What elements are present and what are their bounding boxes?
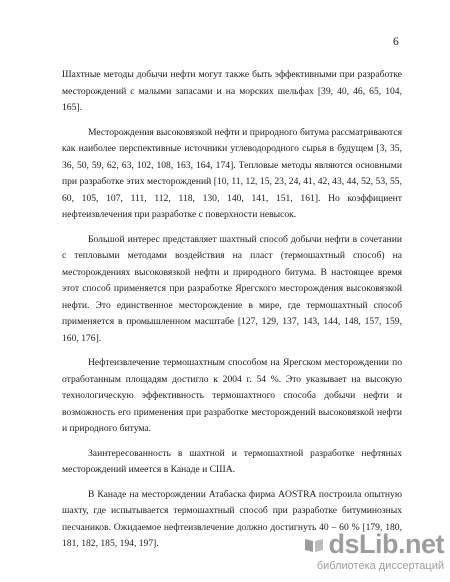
- page-number: 6: [393, 36, 399, 48]
- watermark-tagline: библиотека диссертаций: [316, 560, 444, 572]
- book-icon: [303, 536, 325, 554]
- paragraph-1: Шахтные методы добычи нефти могут также быть эффективными при разработке месторождений с малыми запасами и на морских шельфах [39, 40, 46, 65, 104, 165].: [62, 69, 402, 113]
- paragraph-5: Заинтересованность в шахтной и термошахтной разработке нефтяных месторождений имеется в Канаде и США.: [62, 447, 402, 475]
- document-body: [62, 67, 402, 561]
- paragraph-6: В Канаде на месторождении Атабаска фирма AOSTRA построила опытную шахту, где испытывается термошахтный способ при разработке битуминозных песчаников. Ожидаемое нефтеизвлечение должно достигнуть 40 – 60 % [179, 180, 181, 182, 185, 194, 197].: [62, 488, 402, 549]
- paragraph-4: Нефтеизвлечение термошахтным способом на Ярегском месторождении по отработанным площадям достигло к 2004 г. 54 %. Это указывает на высокую технологическую эффективность термошахтного способа добычи нефти и возможность его применения при разработке месторождений высоковязкой нефти и природного битума.: [62, 357, 402, 434]
- paragraph-2: Месторождения высоковязкой нефти и природного битума рассматриваются как наиболее перспективные источники углеводородного сырья в будущем [3, 35, 36, 50, 59, 62, 63, 102, 108, 163, 164, 174]. Тепловые методы являются основными при разработке этих месторождений [10, 11, 12, 15, 23, 24, 41, 42, 43, 44, 52, 53, 55, 60, 105, 107, 111, 112, 118, 130, 140, 141, 151, 161]. Но коэффициент нефтеизвлечения при разработке с поверхности невысок.: [62, 126, 402, 220]
- paragraph-3: Большой интерес представляет шахтный способ добычи нефти в сочетании с тепловыми методами воздействия на пласт (термошахтный способ) на месторождениях высоковязкой нефти и природного битума. В настоящее время этот способ применяется при разработке Ярегского месторождения высоковязкой нефти. Это единственное месторождение в мире, где термошахтный способ применяется в промышленном масштабе [127, 129, 137, 143, 144, 148, 157, 159, 160, 176].: [62, 233, 402, 344]
- watermark-logo: dsLib.net: [328, 529, 444, 559]
- watermark[interactable]: [303, 529, 445, 572]
